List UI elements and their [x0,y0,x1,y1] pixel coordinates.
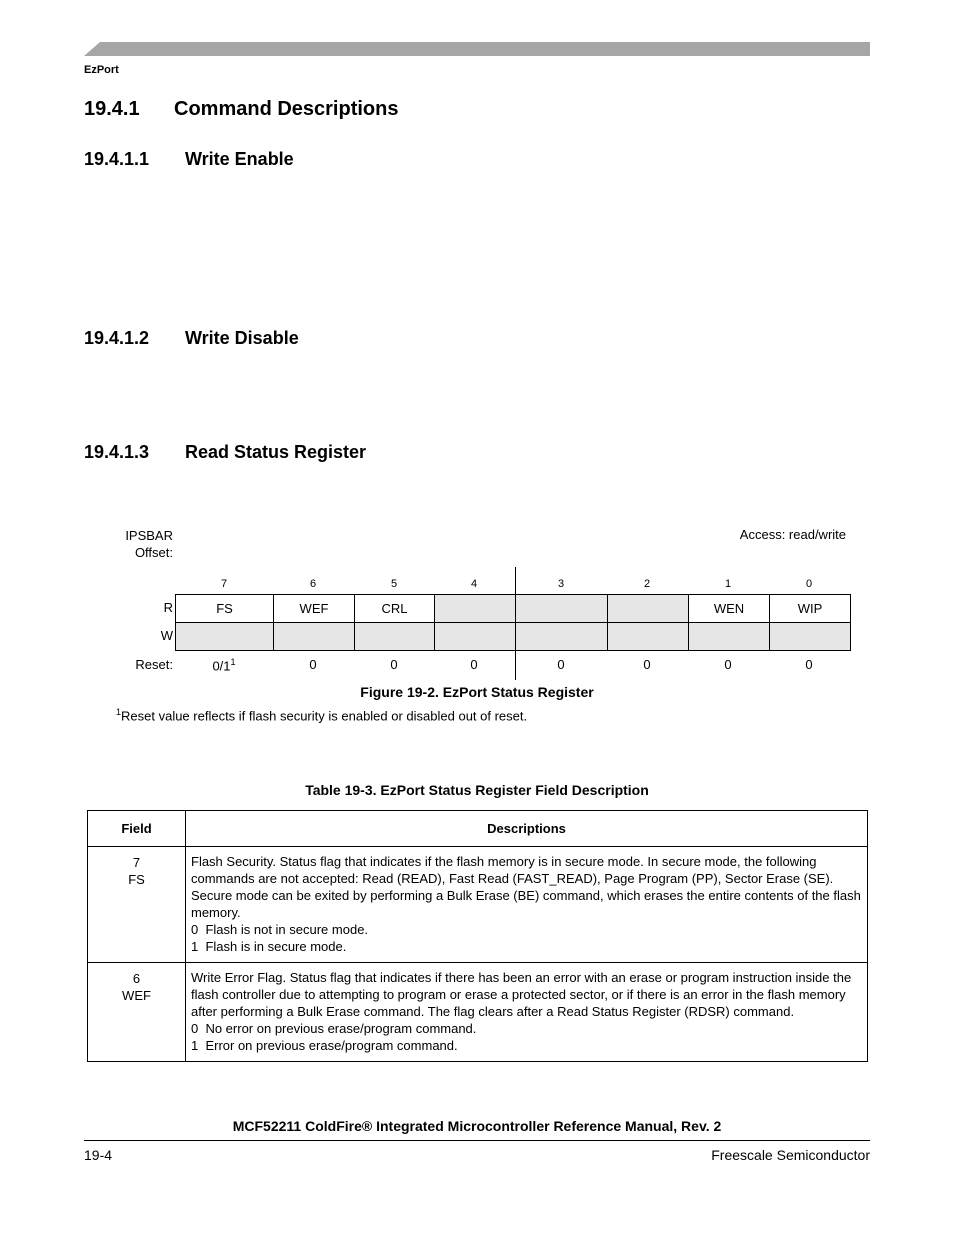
register-field-reserved [608,595,689,623]
heading-write-enable [84,149,294,170]
heading-number: 19.4.1.2 [84,328,150,348]
offset-label-line-1: IPSBAR [125,528,173,543]
register-field-wip: WIP [770,595,851,623]
register-write-cell [770,623,851,651]
reset-label: Reset: [135,657,173,672]
table-row [88,847,868,963]
figure-caption: Figure 19-2. EzPort Status Register [360,684,594,700]
register-access: Access: read/write [739,527,846,542]
description-text: Flash Security. Status flag that indicates if the flash memory is in secure mode. In secure mode, the following commands are not accepted: Read (READ), Fast Read (FAST_READ), Page Program (PP), Sector Erase (SE). Secure mode can be exited by performing a Bulk Erase (BE) command, which erases the entire contents of the flash memory. [191,854,861,920]
bit-number: 6 [309,578,317,590]
register-grid [175,594,851,651]
field-name: FS [128,872,145,887]
row-label-r: R [163,600,173,615]
reset-value: 0/1 [212,658,231,674]
reset-value: 0 [724,657,732,672]
row-label-w: W [160,628,173,643]
register-write-cell [435,623,516,651]
value-line: 0 Flash is not in secure mode. [191,922,369,937]
description-cell [186,963,868,1062]
register-row-read [176,595,851,623]
footnote-mark: 1 [116,707,122,717]
table-row [88,963,868,1062]
bit-number: 5 [390,578,398,590]
register-field-wen: WEN [689,595,770,623]
footnote-mark: 1 [230,657,236,667]
field-cell [88,963,186,1062]
register-field-reserved [435,595,516,623]
register-write-cell [355,623,435,651]
footer-page-number: 19-4 [84,1147,113,1163]
field-cell [88,847,186,963]
reset-value-fs [184,657,264,673]
heading-title: Command Descriptions [174,98,399,120]
heading-number: 19.4.1.1 [84,149,150,169]
footer-rule [84,1140,870,1141]
table-header-row [88,811,868,847]
register-field-crl: CRL [355,595,435,623]
offset-label-line-2: Offset: [134,545,173,560]
value-line: 0 No error on previous erase/program command. [191,1021,477,1036]
heading-title: Write Enable [185,149,294,169]
register-field-fs: FS [176,595,274,623]
heading-command-descriptions [84,98,398,121]
register-row-write [176,623,851,651]
heading-title: Write Disable [185,328,299,348]
reset-value: 0 [470,657,478,672]
value-line: 1 Flash is in secure mode. [191,939,347,954]
table-header-descriptions: Descriptions [186,811,868,847]
bit-number: 7 [220,578,228,590]
running-head: EzPort [84,64,119,76]
footnote-text: Reset value reflects if flash security is enabled or disabled out of reset. [121,708,528,724]
value-line: 1 Error on previous erase/program command. [191,1038,458,1053]
reset-value: 0 [557,657,565,672]
register-write-cell [516,623,608,651]
register-field-reserved [516,595,608,623]
header-bar [84,42,870,56]
field-name: WEF [122,988,151,1003]
register-write-cell [608,623,689,651]
description-text: Write Error Flag. Status flag that indicates if there has been an error with an erase or program instruction inside the flash controller due to attempting to program or erase a protected sector, or if there is an error in the flash memory after performing a Bulk Erase command. The flag clears after a Read Status Register (RDSR) command. [191,970,852,1019]
table-title: Table 19-3. EzPort Status Register Field Description [305,782,649,798]
register-write-cell [689,623,770,651]
table-header-field: Field [88,811,186,847]
field-description-table [87,810,868,1062]
heading-number: 19.4.1 [84,98,140,120]
bit-number: 0 [805,578,813,590]
description-cell [186,847,868,963]
reset-value: 0 [309,657,317,672]
reset-value: 0 [643,657,651,672]
register-offset-label [100,527,173,561]
heading-number: 19.4.1.3 [84,442,150,462]
register-write-cell [176,623,274,651]
reset-value: 0 [390,657,398,672]
bit-number: 3 [557,578,565,590]
reset-value: 0 [805,657,813,672]
heading-read-status-register [84,442,366,463]
field-bit-number: 7 [132,855,141,870]
footer-company: Freescale Semiconductor [711,1147,870,1163]
bit-number: 4 [470,578,478,590]
heading-title: Read Status Register [185,442,367,462]
bit-number: 2 [643,578,651,590]
footnote [116,707,527,723]
heading-write-disable [84,328,299,349]
field-bit-number: 6 [132,971,141,986]
footer-manual-title: MCF52211 ColdFire® Integrated Microcontroller Reference Manual, Rev. 2 [232,1118,722,1134]
register-field-wef: WEF [274,595,355,623]
register-write-cell [274,623,355,651]
bit-number: 1 [724,578,732,590]
